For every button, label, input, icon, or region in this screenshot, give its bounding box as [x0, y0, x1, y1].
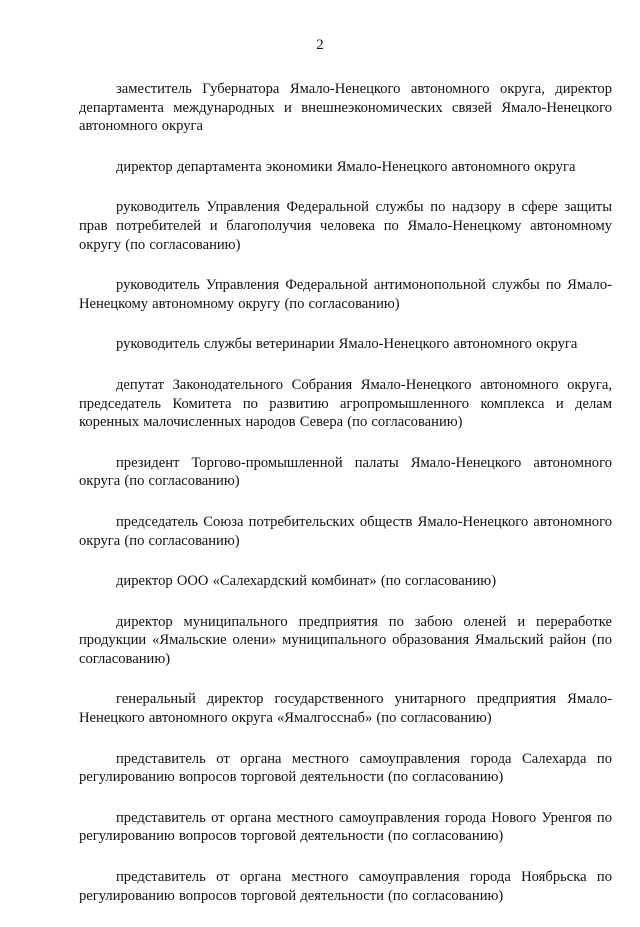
member-entry: генеральный директор государственного унитарного предприятия Ямало-Ненецкого автономного округа «Ямалгосснаб» (по согласованию) [79, 691, 612, 727]
member-entry: руководитель Управления Федеральной антимонопольной службы по Ямало-Ненецкому автономному округу (по согласованию) [79, 277, 612, 312]
member-entry: директор департамента экономики Ямало-Ненецкого автономного округа [116, 158, 576, 175]
member-entry: директор ООО «Салехардский комбинат» (по согласованию) [116, 573, 497, 590]
member-entry: депутат Законодательного Собрания Ямало-Ненецкого автономного округа, председатель Комитета по развитию агропромышленного комплекса и делам коренных малочисленных народов Севера (по согласованию) [79, 376, 612, 431]
member-entry: президент Торгово-промышленной палаты Ямало-Ненецкого автономного округа (по согласованию) [79, 454, 612, 490]
member-entry: директор муниципального предприятия по забою оленей и переработке продукции «Ямальские олени» муниципального образования Ямальский район (по согласованию) [79, 613, 612, 667]
member-entry: заместитель Губернатора Ямало-Ненецкого автономного округа, директор департамента международных и внешнеэкономических связей Ямало-Ненецкого автономного округа [79, 81, 612, 135]
member-entry: представитель от органа местного самоуправления города Салехарда по регулированию вопросов торговой деятельности (по согласованию) [79, 750, 612, 786]
member-entry: председатель Союза потребительских обществ Ямало-Ненецкого автономного округа (по согласованию) [79, 513, 612, 549]
member-entry: представитель от органа местного самоуправления города Ноябрьска по регулированию вопросов торговой деятельности (по согласованию) [79, 869, 612, 904]
member-entry: представитель от органа местного самоуправления города Нового Уренгоя по регулированию вопросов торговой деятельности (по согласованию) [79, 809, 612, 845]
member-entry: руководитель службы ветеринарии Ямало-Ненецкого автономного округа [116, 336, 578, 353]
member-entry: руководитель Управления Федеральной службы по надзору в сфере защиты прав потребителей и благополучия человека по Ямало-Ненецкому автономному округу (по согласованию) [79, 199, 612, 253]
member-list [79, 80, 612, 927]
page-number: 2 [316, 37, 324, 53]
